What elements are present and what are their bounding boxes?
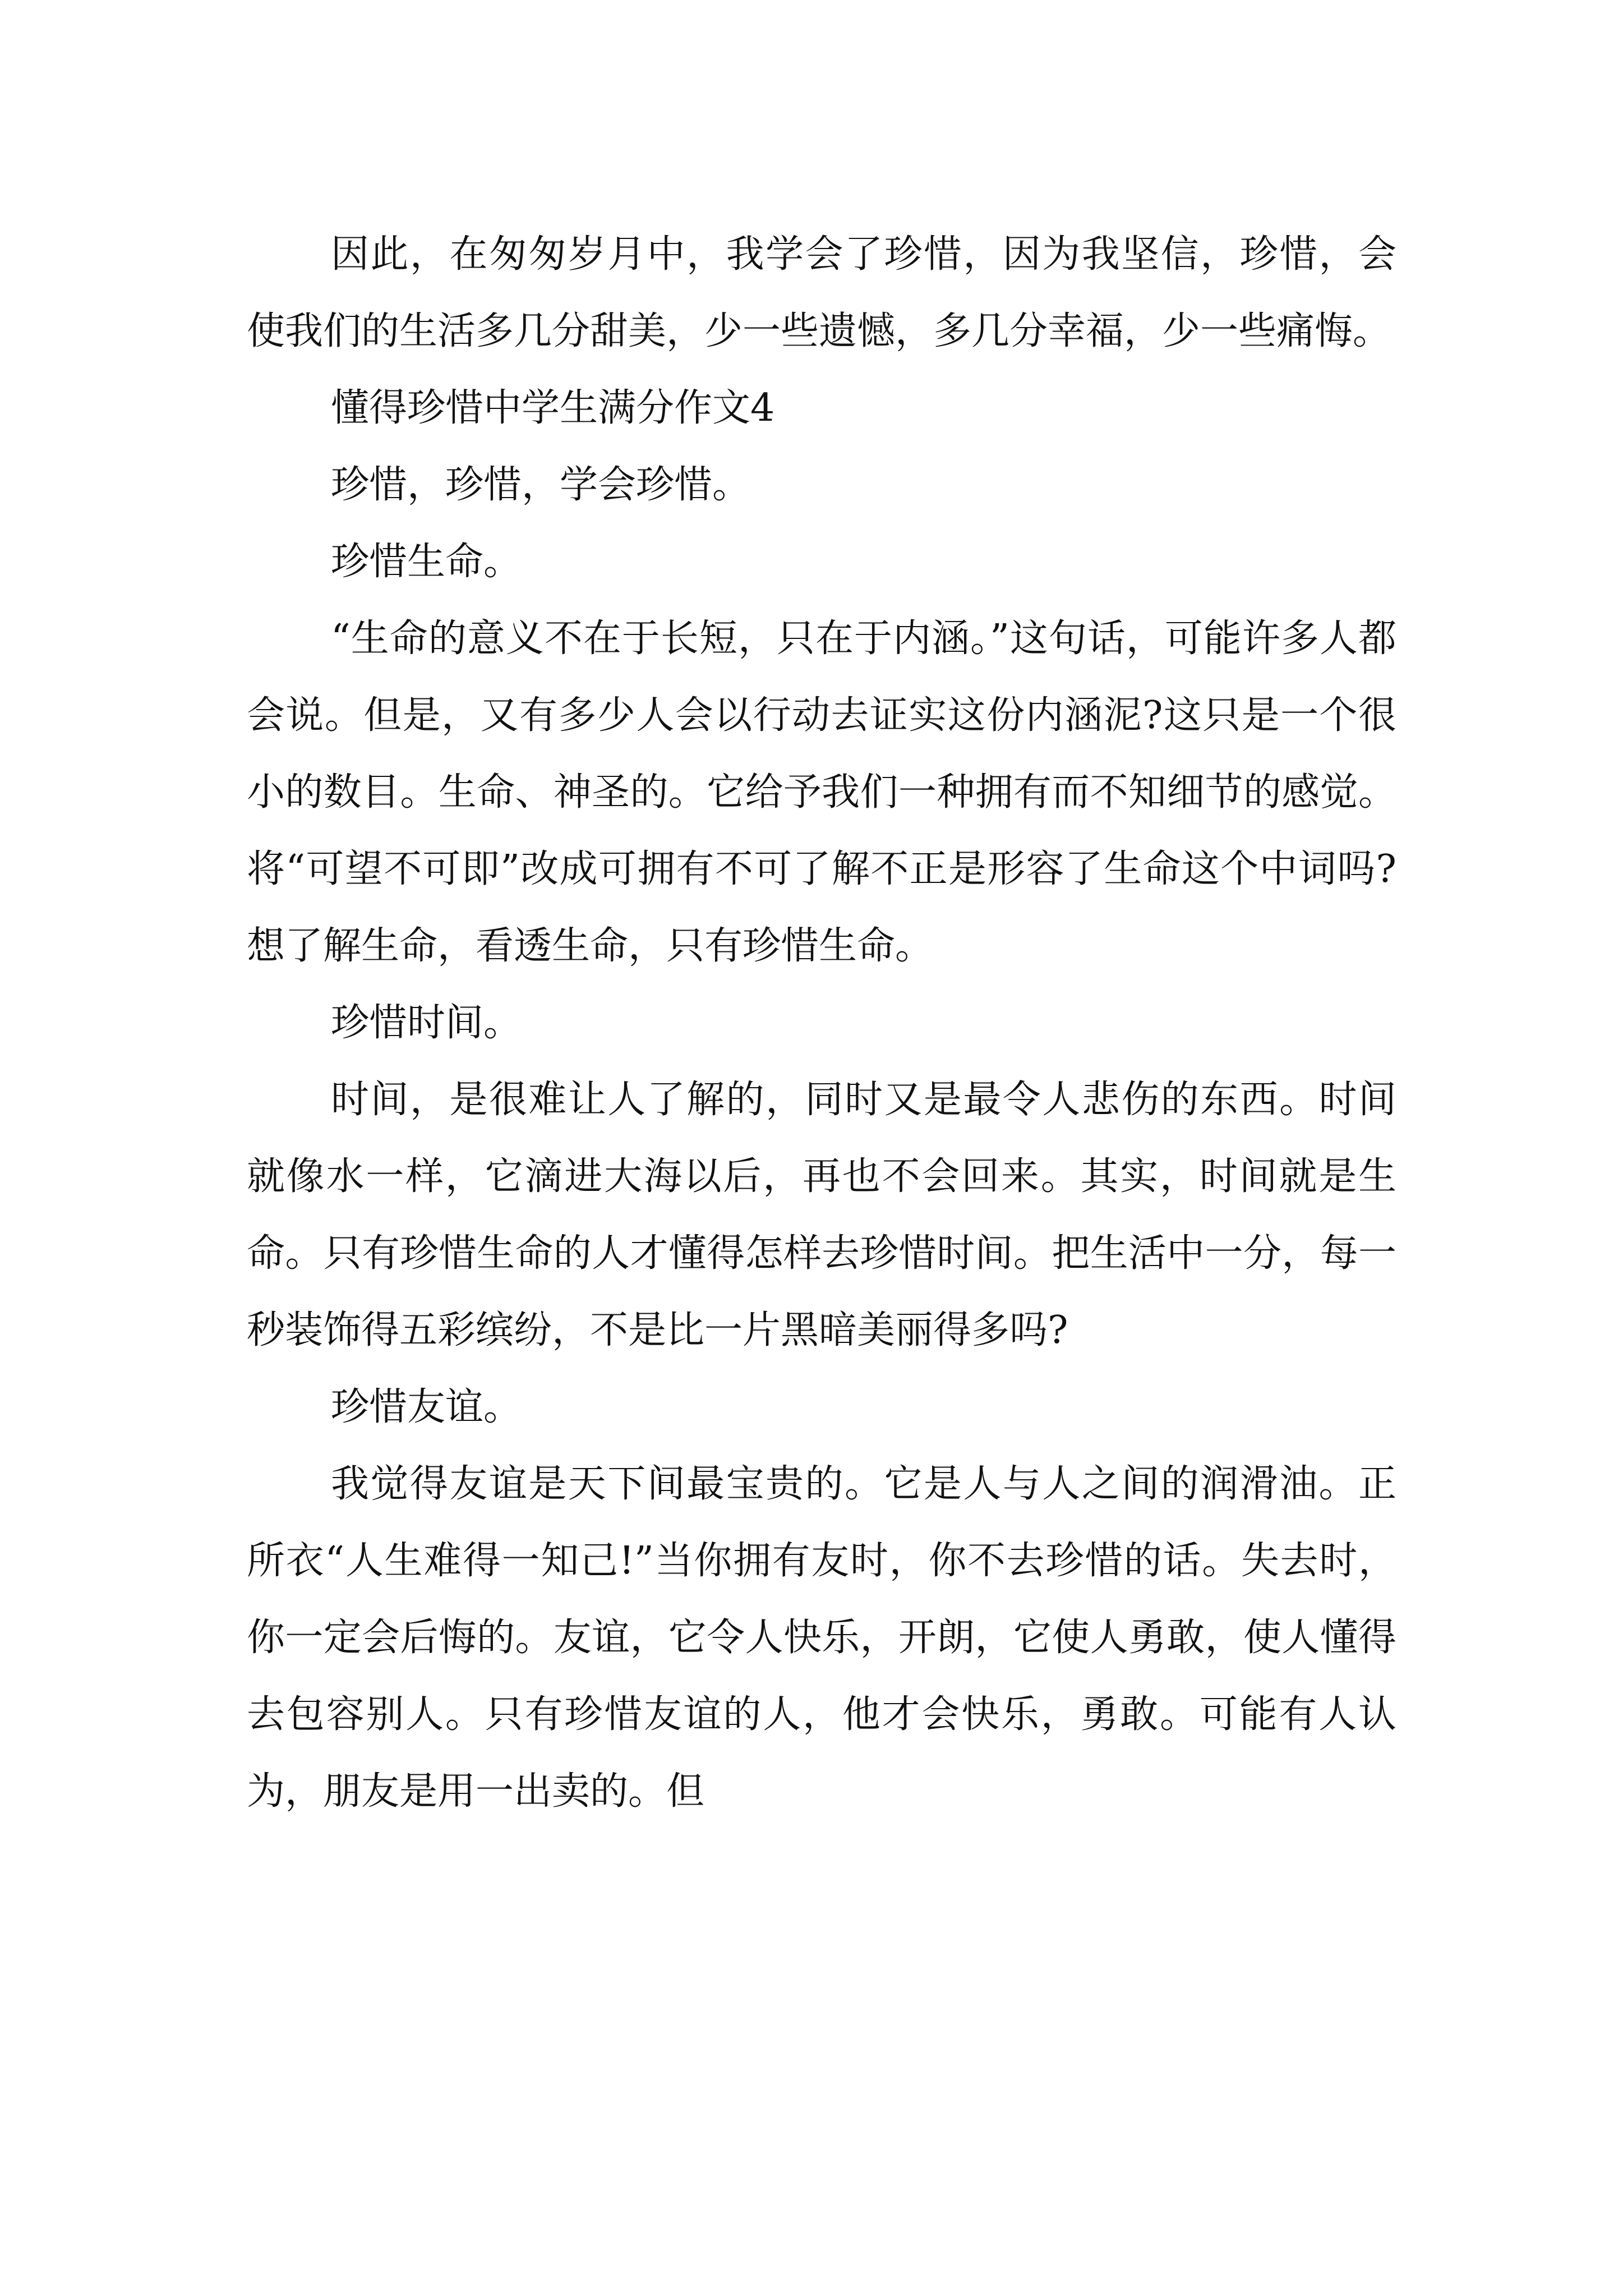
paragraph-learn-cherish: 珍惜，珍惜，学会珍惜。 bbox=[331, 463, 751, 507]
section-heading-life: 珍惜生命。 bbox=[331, 540, 522, 584]
document-body bbox=[247, 216, 1396, 1830]
paragraph-friendship: 我觉得友谊是天下间最宝贵的。它是人与人之间的润滑油。正所衣“人生难得一知己!”当你拥有友时，你不去珍惜的话。失去时，你一定会后悔的。友谊，它令人快乐，开朗，它使人勇敢，使人懂得去包容别人。只有珍惜友谊的人，他才会快乐，勇敢。可能有人认为，朋友是用一出卖的。但 bbox=[247, 1462, 1396, 1814]
section-heading-time: 珍惜时间。 bbox=[331, 1001, 522, 1045]
paragraph-life: “生命的意义不在于长短，只在于内涵。”这句话，可能许多人都会说。但是，又有多少人会以行动去证实这份内涵泥?这只是一个很小的数目。生命、神圣的。它给予我们一种拥有而不知细节的感觉。将“可望不可即”改成可拥有不可了解不正是形容了生命这个中词吗?想了解生命，看透生命，只有珍惜生命。 bbox=[247, 616, 1396, 968]
section-heading-friendship: 珍惜友谊。 bbox=[331, 1385, 522, 1429]
essay-title: 懂得珍惜中学生满分作文4 bbox=[331, 386, 775, 430]
paragraph-cherish-conclusion: 因此，在匆匆岁月中，我学会了珍惜，因为我坚信，珍惜，会使我们的生活多几分甜美，少一些遗憾，多几分幸福，少一些痛悔。 bbox=[247, 232, 1396, 353]
paragraph-time: 时间，是很难让人了解的，同时又是最令人悲伤的东西。时间就像水一样，它滴进大海以后，再也不会回来。其实，时间就是生命。只有珍惜生命的人才懂得怎样去珍惜时间。把生活中一分，每一秒装饰得五彩缤纷，不是比一片黑暗美丽得多吗? bbox=[247, 1078, 1396, 1352]
